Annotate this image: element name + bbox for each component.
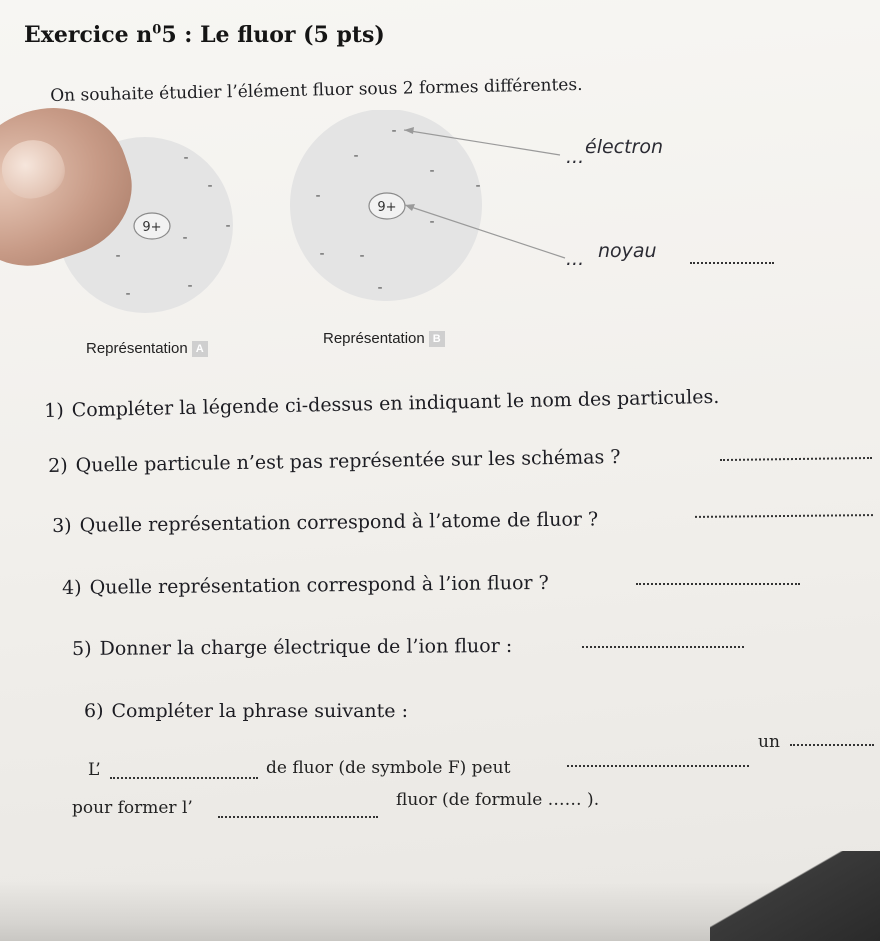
answer-line-4[interactable] xyxy=(636,583,800,585)
label-electron-answer: électron xyxy=(585,136,664,158)
question-5: 5) Donner la charge électrique de l’ion fluor : xyxy=(72,634,513,660)
electron: - xyxy=(359,248,365,264)
exercise-intro: On souhaite étudier l’élément fluor sous 2 formes différentes. xyxy=(50,74,583,106)
caption-representation-a: Représentation A xyxy=(86,340,208,357)
label-nucleus-dots-line xyxy=(690,262,774,264)
sentence-part4: fluor (de formule …… ). xyxy=(396,790,600,810)
electron: - xyxy=(182,230,188,246)
electron: - xyxy=(391,123,397,139)
electron: - xyxy=(225,218,231,234)
electron: - xyxy=(207,178,213,194)
electron: - xyxy=(319,246,325,262)
sentence-part3: pour former l’ xyxy=(72,798,193,818)
blank-ion-name[interactable] xyxy=(218,816,378,818)
atom-figure xyxy=(0,110,880,360)
answer-line-5[interactable] xyxy=(582,646,744,648)
electron: - xyxy=(429,214,435,230)
exercise-title: Exercice $n^05$ : Le fluor (5 pts) xyxy=(24,22,385,48)
question-2: 2) Quelle particule n’est pas représentée sur les schémas ? xyxy=(48,446,621,477)
blank-verb[interactable] xyxy=(567,765,749,767)
badge-b: B xyxy=(429,331,445,347)
answer-line-3[interactable] xyxy=(695,514,873,518)
sentence-part2: un xyxy=(758,732,780,752)
electron: - xyxy=(315,188,321,204)
electron: - xyxy=(377,280,383,296)
representation-a-nucleus-label: 9+ xyxy=(142,220,162,235)
question-6: 6) Compléter la phrase suivante : xyxy=(84,700,408,722)
caption-representation-b: Représentation B xyxy=(323,330,445,347)
question-3: 3) Quelle représentation correspond à l’atome de fluor ? xyxy=(52,508,599,537)
electron: - xyxy=(475,178,481,194)
electron: - xyxy=(183,150,189,166)
electron: - xyxy=(125,286,131,302)
answer-line-2[interactable] xyxy=(720,457,872,461)
label-nucleus-dots: ... xyxy=(566,248,585,270)
electron: - xyxy=(187,278,193,294)
sentence-l-prefix: L’ xyxy=(88,760,101,780)
question-4: 4) Quelle représentation correspond à l’ion fluor ? xyxy=(62,571,549,599)
blank-element-name[interactable] xyxy=(110,777,258,779)
electron: - xyxy=(353,148,359,164)
sentence-part1: de fluor (de symbole F) peut xyxy=(266,758,511,778)
electron: - xyxy=(115,248,121,264)
desk-corner xyxy=(710,851,880,941)
badge-a: A xyxy=(192,341,208,357)
question-1: 1) Compléter la légende ci-dessus en indiquant le nom des particules. xyxy=(44,385,720,422)
label-electron-dots: ... xyxy=(566,146,585,168)
blank-particle[interactable] xyxy=(790,744,874,746)
label-nucleus-answer: noyau xyxy=(598,240,657,262)
representation-b-nucleus-label: 9+ xyxy=(377,200,397,215)
electron: - xyxy=(429,163,435,179)
